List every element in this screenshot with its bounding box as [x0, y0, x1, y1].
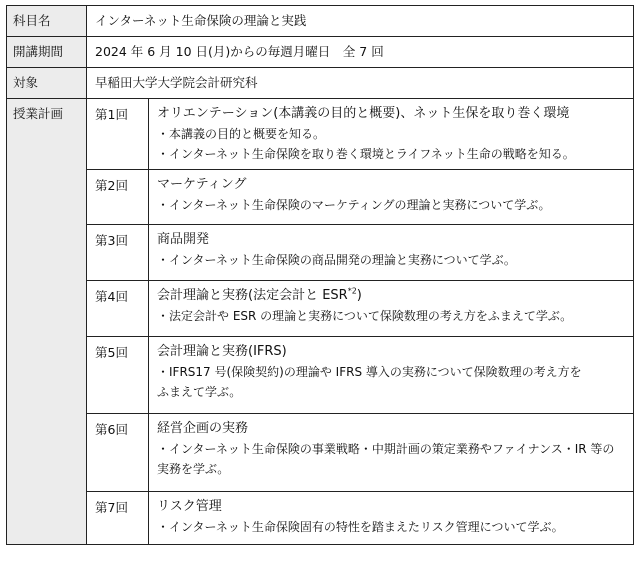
session-4-title-end: ) — [356, 288, 362, 303]
session-7 — [149, 492, 634, 545]
course-table — [6, 5, 634, 545]
label-period: 開講期間 — [7, 37, 87, 68]
session-7-bullet-1: ・インターネット生命保険固有の特性を踏まえたリスク管理について学ぶ。 — [157, 520, 564, 534]
label-course-name: 科目名 — [7, 6, 87, 37]
session-5-title: 会計理論と実務(IFRS) — [157, 344, 287, 359]
session-6-title: 経営企画の実務 — [157, 421, 249, 436]
session-4-bullet-1: ・法定会計や ESR の理論と実務について保険数理の考え方をふまえて学ぶ。 — [157, 309, 573, 323]
label-target: 対象 — [7, 68, 87, 99]
session-4-title-note: *2 — [347, 286, 357, 296]
session-1 — [149, 99, 634, 170]
session-7-title: リスク管理 — [157, 499, 222, 514]
session-5-num: 第5回 — [87, 337, 149, 414]
session-3-bullet-1: ・インターネット生命保険の商品開発の理論と実務について学ぶ。 — [157, 253, 516, 267]
session-3 — [149, 225, 634, 281]
session-4-title — [157, 286, 625, 306]
session-6-bullet-1: ・インターネット生命保険の事業戦略・中期計画の策定業務やファイナンス・IR 等の — [157, 442, 615, 456]
session-6 — [149, 414, 634, 492]
session-2 — [149, 170, 634, 225]
session-5-bullet-1: ・IFRS17 号(保険契約)の理論や IFRS 導入の実務について保険数理の考え方を — [157, 365, 582, 379]
session-2-num: 第2回 — [87, 170, 149, 225]
session-4-num: 第4回 — [87, 281, 149, 337]
session-2-title: マーケティング — [157, 177, 247, 192]
session-1-bullet-1: ・本講義の目的と概要を知る。 — [157, 127, 326, 141]
session-2-bullet-1: ・インターネット生命保険のマーケティングの理論と実務について学ぶ。 — [157, 198, 551, 212]
session-4-title-text: 会計理論と実務(法定会計と ESR — [157, 288, 348, 303]
session-3-num: 第3回 — [87, 225, 149, 281]
session-4 — [149, 281, 634, 337]
session-7-num: 第7回 — [87, 492, 149, 545]
course-name: インターネット生命保険の理論と実践 — [87, 6, 634, 37]
session-6-num: 第6回 — [87, 414, 149, 492]
session-1-num: 第1回 — [87, 99, 149, 170]
session-6-bullet-2: 実務を学ぶ。 — [157, 462, 230, 476]
course-target: 早稲田大学大学院会計研究科 — [87, 68, 634, 99]
session-1-title: オリエンテーション(本講義の目的と概要)、ネット生保を取り巻く環境 — [157, 106, 570, 121]
session-1-bullet-2: ・インターネット生命保険を取り巻く環境とライフネット生命の戦略を知る。 — [157, 147, 575, 161]
session-5 — [149, 337, 634, 414]
course-period: 2024 年 6 月 10 日(月)からの毎週月曜日 全 7 回 — [87, 37, 634, 68]
session-5-bullet-2: ふまえて学ぶ。 — [157, 385, 242, 399]
label-plan: 授業計画 — [7, 99, 87, 545]
session-3-title: 商品開発 — [157, 232, 210, 247]
